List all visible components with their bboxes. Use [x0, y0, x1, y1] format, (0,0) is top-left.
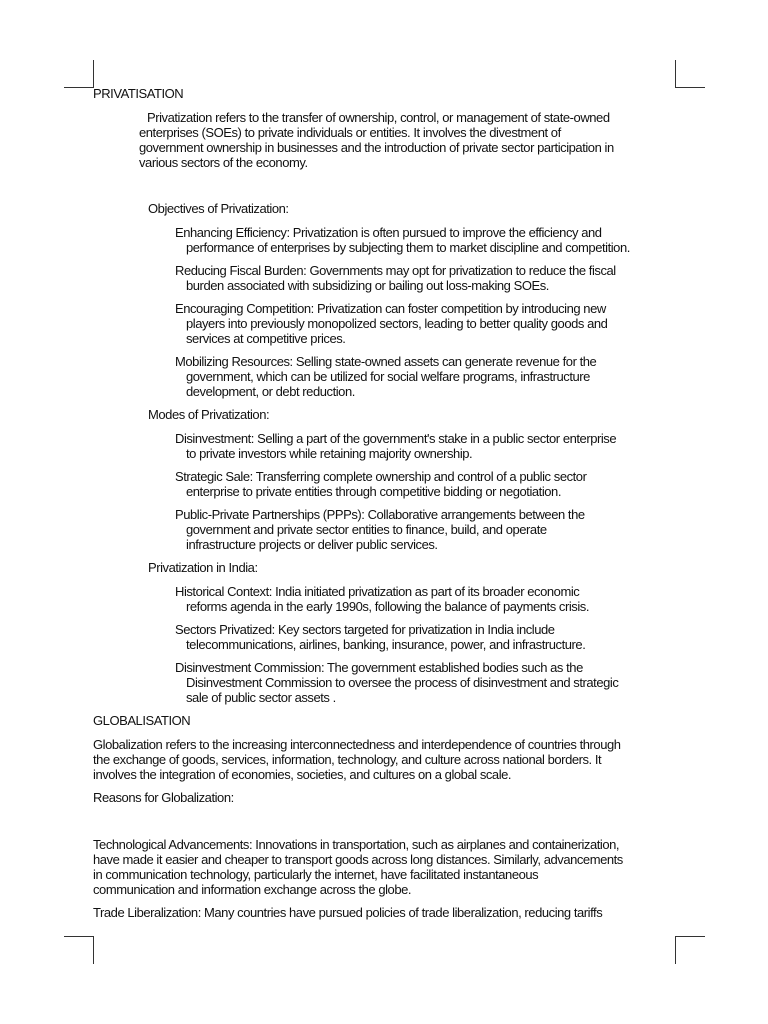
- modes-heading: Modes of Privatization:: [148, 407, 270, 422]
- mode-item: Public-Private Partnerships (PPPs): Collaborative arrangements between the government and private sector entities to finance, build, and operate infrastructure projects or deliver public services.: [175, 507, 585, 552]
- india-item: Sectors Privatized: Key sectors targeted for privatization in India include telecommunications, airlines, banking, insurance, power, and infrastructure.: [175, 622, 586, 652]
- india-item: Disinvestment Commission: The government established bodies such as the Disinvestment Commission to oversee the process of disinvestment and strategic sale of public sector assets .: [175, 660, 619, 705]
- objective-item: Mobilizing Resources: Selling state-owned assets can generate revenue for the government, which can be utilized for social welfare programs, infrastructure development, or debt reduction.: [175, 354, 597, 399]
- objective-item: Enhancing Efficiency: Privatization is often pursued to improve the efficiency and performance of enterprises by subjecting them to market discipline and competition.: [175, 225, 630, 255]
- india-heading: Privatization in India:: [148, 560, 258, 575]
- reason-technological: Technological Advancements: Innovations in transportation, such as airplanes and containerization, have made it easier and cheaper to transport goods across long distances. Similarly, advancements in communication technology, particularly the internet, have facilitated instantaneous communication and information exchange across the globe.: [93, 837, 623, 897]
- india-item: Historical Context: India initiated privatization as part of its broader economic reforms agenda in the early 1990s, following the balance of payments crisis.: [175, 584, 589, 614]
- objective-item: Encouraging Competition: Privatization can foster competition by introducing new players into previously monopolized sectors, leading to better quality goods and services at competitive prices.: [175, 301, 608, 346]
- crop-mark-bottom-right-v: [675, 936, 676, 964]
- privatisation-intro: Privatization refers to the transfer of ownership, control, or management of state-owned enterprises (SOEs) to private individuals or entities. It involves the divestment of government ownership in businesses and the introduction of private sector participation in various sectors of the economy.: [139, 110, 614, 170]
- objective-item: Reducing Fiscal Burden: Governments may opt for privatization to reduce the fiscal burden associated with subsidizing or bailing out loss-making SOEs.: [175, 263, 616, 293]
- mode-item: Strategic Sale: Transferring complete ownership and control of a public sector enterprise to private entities through competitive bidding or negotiation.: [175, 469, 587, 499]
- crop-mark-top-right-h: [675, 87, 705, 88]
- crop-mark-top-left-h: [64, 87, 94, 88]
- reason-trade: Trade Liberalization: Many countries have pursued policies of trade liberalization, reducing tariffs: [93, 905, 603, 920]
- crop-mark-bottom-left-v: [93, 936, 94, 964]
- crop-mark-bottom-right-h: [675, 936, 705, 937]
- mode-item: Disinvestment: Selling a part of the government's stake in a public sector enterprise to private investors while retaining majority ownership.: [175, 431, 617, 461]
- crop-mark-bottom-left-h: [64, 936, 94, 937]
- privatisation-heading: PRIVATISATION: [93, 86, 184, 101]
- crop-mark-top-right-v: [675, 60, 676, 88]
- crop-mark-top-left-v: [93, 60, 94, 88]
- globalisation-heading: GLOBALISATION: [93, 713, 191, 728]
- reasons-heading: Reasons for Globalization:: [93, 790, 234, 805]
- globalisation-intro: Globalization refers to the increasing interconnectedness and interdependence of countries through the exchange of goods, services, information, technology, and culture across national borders. It involves the integration of economies, societies, and cultures on a global scale.: [93, 737, 621, 782]
- objectives-heading: Objectives of Privatization:: [148, 201, 289, 216]
